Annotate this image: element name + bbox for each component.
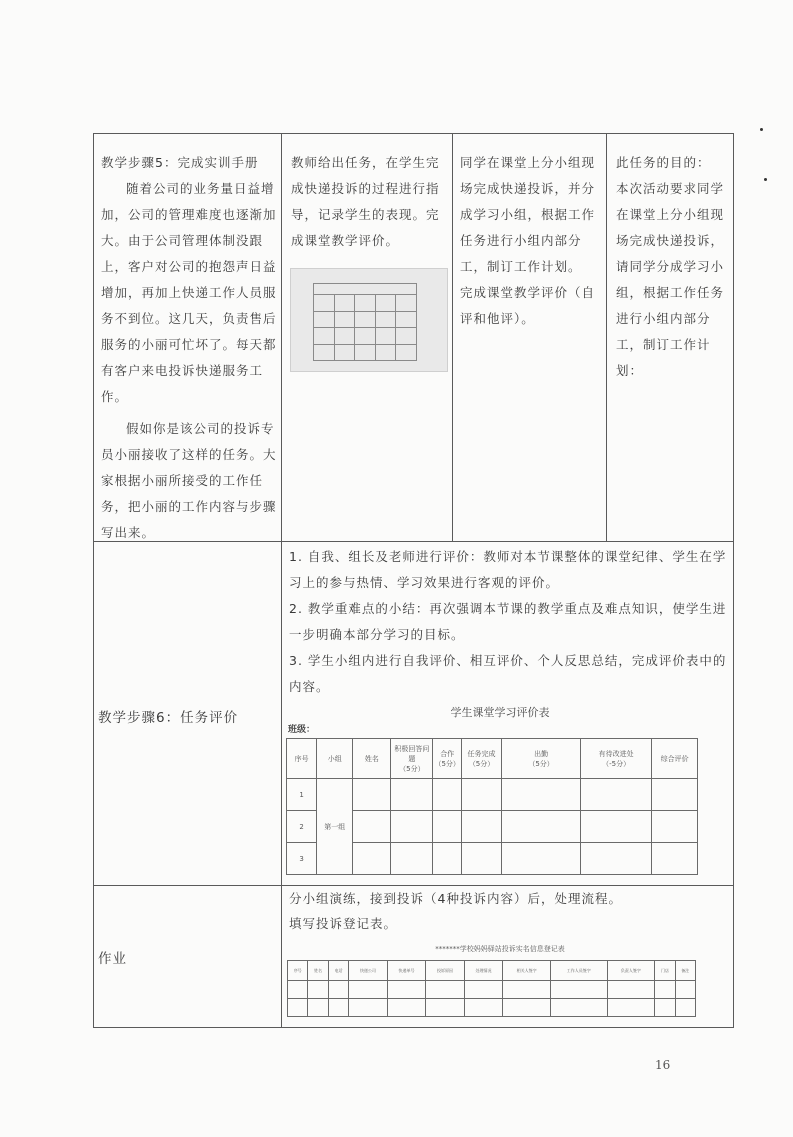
- form-header: 处理情况: [464, 961, 503, 981]
- form-header: 序号: [288, 961, 308, 981]
- step5-description: [101, 150, 277, 546]
- page-number: 16: [655, 1058, 671, 1072]
- form-header: 备注: [675, 961, 695, 981]
- evaluation-form-thumbnail: [290, 268, 448, 372]
- margin-mark: [764, 178, 767, 181]
- task-purpose-title: 此任务的目的：: [616, 155, 711, 170]
- step5-heading: 教学步骤5：完成实训手册: [101, 155, 259, 170]
- homework-line-1: 分小组演练，接到投诉（4种投诉内容）后，处理流程。: [289, 891, 622, 906]
- eval-header: 小组: [317, 739, 353, 779]
- col-divider-2: [452, 133, 453, 542]
- eval-table-title: 学生课堂学习评价表: [450, 706, 550, 719]
- complaint-form-title: *******学校妈妈驿站投诉实名信息登记表: [435, 945, 565, 953]
- evaluation-table: [286, 738, 698, 875]
- eval-row-number: 1: [287, 779, 317, 811]
- eval-table-class-label: 班级：: [288, 725, 316, 735]
- homework-label: 作业: [98, 951, 127, 967]
- teacher-activity-text: 教师给出任务，在学生完成快递投诉的过程进行指导，记录学生的表现。完成课堂教学评价。: [291, 155, 440, 248]
- table-border-bottom: [93, 1027, 734, 1028]
- form-header: 电话: [328, 961, 348, 981]
- form-header: 快递单号: [387, 961, 426, 981]
- form-header: 投诉原因: [426, 961, 465, 981]
- form-header: 工作人员签字: [550, 961, 607, 981]
- eval-header: 出勤 （5分）: [502, 739, 581, 779]
- form-header: 门店: [655, 961, 675, 981]
- thumbnail-table: [313, 283, 417, 361]
- step6-item-3: 3. 学生小组内进行自我评价、相互评价、个人反思总结，完成评价表中的内容。: [289, 653, 727, 694]
- teacher-activity: [291, 150, 447, 254]
- task-purpose-text: 本次活动要求同学在课堂上分小组现场完成快递投诉，请同学分成学习小组，根据工作任务进行小组内部分工，制订工作计划：: [616, 181, 725, 378]
- eval-header: 任务完成 （5分）: [461, 739, 501, 779]
- step6-item-2: 2. 教学重难点的小结：再次强调本节课的教学重点及难点知识，使学生进一步明确本部分学习的目标。: [289, 601, 727, 642]
- student-activity: [460, 150, 602, 332]
- eval-header: 序号: [287, 739, 317, 779]
- form-header: 快递公司: [349, 961, 388, 981]
- eval-header: 有待改进处 （-5分）: [581, 739, 652, 779]
- eval-group-name: 第一组: [317, 779, 353, 875]
- step5-task: 假如你是该公司的投诉专员小丽接收了这样的任务。大家根据小丽所接受的工作任务，把小丽的工作内容与步骤写出来。: [101, 421, 277, 540]
- student-activity-text-1: 同学在课堂上分小组现场完成快递投诉，并分成学习小组，根据工作任务进行小组内部分工，制订工作计划。: [460, 155, 596, 274]
- eval-header: 综合评价: [652, 739, 698, 779]
- eval-row-number: 3: [287, 843, 317, 875]
- form-header: 负责人签字: [607, 961, 655, 981]
- table-border-right: [733, 133, 734, 1028]
- eval-header: 姓名: [353, 739, 391, 779]
- student-activity-text-2: 完成课堂教学评价（自评和他评）。: [460, 285, 596, 326]
- table-border-top: [93, 133, 734, 134]
- homework-text: [289, 886, 729, 936]
- step6-item-1: 1. 自我、组长及老师进行评价：教师对本节课整体的课堂纪律、学生在学习上的参与热情、学习效果进行客观的评价。: [289, 549, 727, 590]
- col-divider-3: [606, 133, 607, 542]
- form-header: 相关人签字: [503, 961, 551, 981]
- homework-line-2: 填写投诉登记表。: [289, 916, 398, 931]
- complaint-registration-form: [287, 960, 696, 1017]
- task-purpose: [616, 150, 729, 384]
- margin-mark: [760, 128, 763, 131]
- step5-scenario: 随着公司的业务量日益增加，公司的管理难度也逐渐加大。由于公司管理体制没跟上，客户对公司的抱怨声日益增加，再加上快递工作人员服务不到位。这几天，负责售后服务的小丽可忙坏了。每天都有客户来电投诉快递服务工作。: [101, 181, 277, 404]
- table-border-left: [93, 133, 94, 1028]
- form-header: 姓名: [308, 961, 328, 981]
- eval-header: 合作 （5分）: [433, 739, 462, 779]
- step6-items: [289, 544, 729, 700]
- step6-label: 教学步骤6：任务评价: [98, 710, 239, 726]
- col-divider-1: [281, 133, 282, 1028]
- eval-header: 积极回答问题 （5分）: [391, 739, 433, 779]
- eval-row-number: 2: [287, 811, 317, 843]
